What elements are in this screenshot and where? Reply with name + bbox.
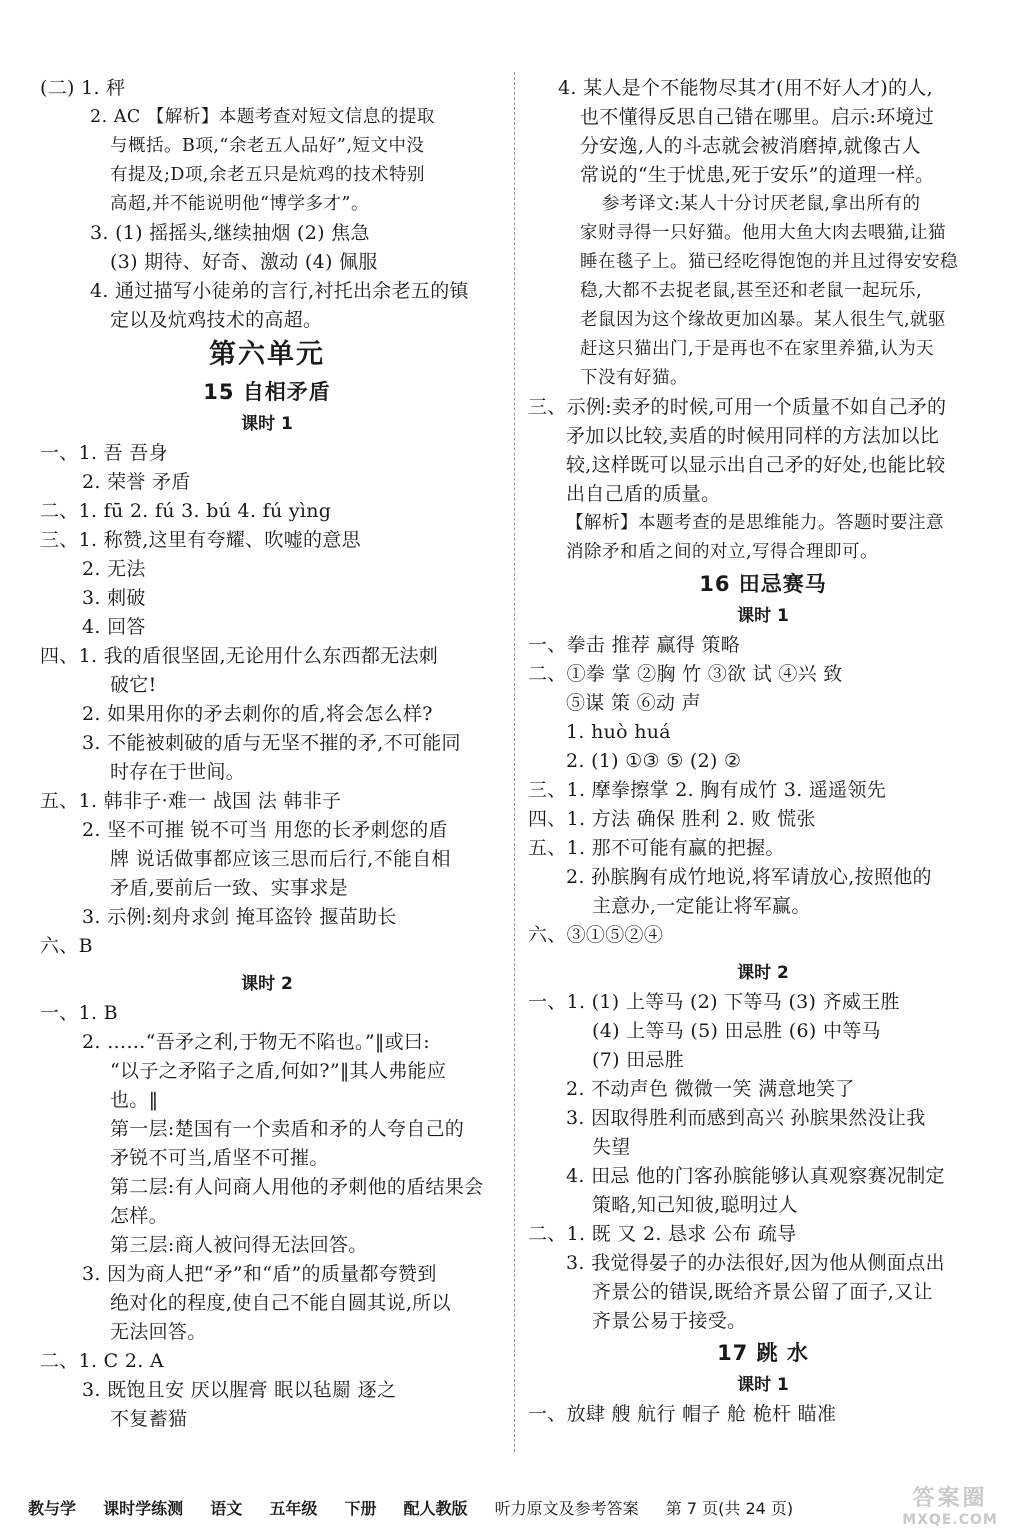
answer-line: 三、示例:卖矛的时候,可用一个质量不如自己矛的	[528, 396, 947, 418]
answer-line: 三、1. 摩拳擦掌 2. 胸有成竹 3. 遥遥领先	[528, 779, 887, 801]
answer-line: 消除矛和盾之间的对立,写得合理即可。	[566, 542, 879, 562]
answer-line: 第三层:商人被问得无法回答。	[110, 1234, 368, 1256]
answer-line: 3. 因取得胜利而感到高兴 孙膑果然没让我	[566, 1107, 926, 1129]
lesson-heading: 17 跳 水	[717, 1341, 809, 1365]
answer-line: 高超,并不能说明他“博学多才”。	[110, 194, 369, 214]
footer-page-number: 第 7 页(共 24 页)	[665, 1499, 794, 1518]
answer-line: 一、1. B	[40, 1002, 118, 1024]
answer-line: 3. (1) 摇摇头,继续抽烟 (2) 焦急	[90, 222, 370, 244]
period-heading: 课时 1	[737, 606, 789, 626]
answer-line: 4. 回答	[82, 616, 146, 638]
answer-line: 无法回答。	[110, 1321, 207, 1343]
answer-line: 矛锐不可当,盾坚不可摧。	[110, 1147, 329, 1169]
period-heading: 课时 2	[241, 974, 293, 994]
answer-line: 赶这只猫出门,于是再也不在家里养猫,认为天	[580, 339, 935, 359]
answer-line: 稳,大都不去捉老鼠,甚至还和老鼠一起玩乐,	[580, 281, 923, 301]
answer-line: 不复蓄猫	[110, 1408, 188, 1430]
answer-line: 3. 我觉得晏子的办法很好,因为他从侧面点出	[566, 1252, 945, 1274]
answer-line: (7) 田忌胜	[592, 1049, 685, 1071]
answer-line: 3. 因为商人把“矛”和“盾”的质量都夸赞到	[82, 1263, 437, 1285]
answer-line: 2. 荣誉 矛盾	[82, 471, 191, 493]
answer-line: 1. huò huá	[566, 721, 671, 743]
answer-line: 破它!	[110, 674, 157, 696]
answer-line: 失望	[592, 1136, 631, 1158]
answer-line: 2. 孙膑胸有成竹地说,将军请放心,按照他的	[566, 866, 932, 888]
answer-line: 主意办,一定能让将军赢。	[592, 895, 811, 917]
answer-line: 定以及炕鸡技术的高超。	[110, 309, 323, 331]
answer-line: 常说的“生于忧患,死于安乐”的道理一样。	[580, 164, 935, 186]
unit-heading: 第六单元	[209, 339, 325, 370]
footer-series: 课时学练测	[103, 1499, 184, 1518]
right-column	[528, 74, 998, 1429]
answer-line: 3. 刺破	[82, 587, 146, 609]
answer-line: 有提及;D项,余老五只是炕鸡的技术特别	[110, 165, 425, 185]
answer-line: 也。‖	[110, 1089, 159, 1111]
answer-line: 3. 示例:刻舟求剑 掩耳盗铃 揠苗助长	[82, 906, 397, 928]
answer-line: 【解析】本题考查的是思维能力。答题时要注意	[566, 513, 944, 533]
lesson-heading: 16 田忌赛马	[699, 572, 827, 596]
answer-line: 4. 通过描写小徒弟的言行,衬托出余老五的镇	[90, 280, 469, 302]
footer-section: 听力原文及参考答案	[494, 1499, 639, 1518]
period-heading: 课时 1	[241, 414, 293, 434]
answer-line: 2. ……“吾矛之利,于物无不陷也。”‖或曰:	[82, 1031, 430, 1053]
watermark-url: MXQE.COM	[902, 1512, 998, 1528]
footer-edition: 配人教版	[403, 1499, 468, 1518]
answer-line: 绝对化的程度,使自己不能自圆其说,所以	[110, 1292, 451, 1314]
footer-book: 教与学	[28, 1499, 77, 1518]
answer-line: 二、1. C 2. A	[40, 1350, 164, 1372]
answer-line: 2. 如果用你的矛去刺你的盾,将会怎么样?	[82, 703, 433, 725]
answer-line: 策略,知己知彼,聪明过人	[592, 1194, 798, 1216]
answer-line: 齐景公易于接受。	[592, 1310, 747, 1332]
answer-line: 齐景公的错误,既给齐景公留了面子,又让	[592, 1281, 933, 1303]
answer-line: 一、放肆 艘 航行 帽子 舱 桅杆 瞄准	[528, 1403, 837, 1425]
answer-line: 怎样。	[110, 1205, 168, 1227]
footer-subject: 语文	[210, 1499, 243, 1518]
answer-line: 三、1. 称赞,这里有夸耀、吹嘘的意思	[40, 529, 361, 551]
answer-line: 矛盾,要前后一致、实事求是	[110, 877, 348, 899]
answer-line: 一、拳击 推荐 赢得 策略	[528, 634, 741, 656]
watermark-logo	[880, 1486, 1020, 1532]
answer-line: 3. 既饱且安 厌以腥膏 眠以毡罽 逐之	[82, 1379, 397, 1401]
answer-line: 二、1. 既 又 2. 恳求 公布 疏导	[528, 1223, 797, 1245]
answer-line: 参考译文:某人十分讨厌老鼠,拿出所有的	[602, 194, 921, 214]
answer-line: 2. 不动声色 微微一笑 满意地笑了	[566, 1078, 855, 1100]
answer-line: 第二层:有人问商人用他的矛刺他的盾结果会	[110, 1176, 484, 1198]
answer-line: 较,这样既可以显示出自己矛的好处,也能比较	[566, 454, 946, 476]
answer-line: 分安逸,人的斗志就会被消磨掉,就像古人	[580, 135, 921, 157]
answer-line: 3. 不能被刺破的盾与无坚不摧的矛,不可能同	[82, 732, 461, 754]
answer-line: 二、1. fū 2. fú 3. bú 4. fú yìng	[40, 500, 332, 522]
answer-line: 时存在于世间。	[110, 761, 246, 783]
answer-line: 2. AC 【解析】本题考查对短文信息的提取	[90, 107, 435, 127]
answer-line: (4) 上等马 (5) 田忌胜 (6) 中等马	[592, 1020, 881, 1042]
answer-line: 第一层:楚国有一个卖盾和矛的人夸自己的	[110, 1118, 465, 1140]
answer-line: (二) 1. 秤	[40, 77, 126, 99]
answer-line: 四、1. 方法 确保 胜利 2. 败 慌张	[528, 808, 816, 830]
answer-line: 老鼠因为这个缘故更加凶暴。某人很生气,就驱	[580, 310, 947, 330]
answer-line: 也不懂得反思自己错在哪里。启示:环境过	[580, 106, 935, 128]
answer-line: 家财寻得一只好猫。他用大鱼大肉去喂猫,让猫	[580, 223, 947, 243]
answer-line: ⑤谋 策 ⑥动 声	[566, 692, 701, 714]
answer-line: 4. 田忌 他的门客孙膑能够认真观察赛况制定	[566, 1165, 945, 1187]
answer-line: 一、1. (1) 上等马 (2) 下等马 (3) 齐威王胜	[528, 991, 900, 1013]
left-column	[32, 74, 502, 1434]
answer-line: 牌 说话做事都应该三思而后行,不能自相	[110, 848, 451, 870]
answer-line: 出自己盾的质量。	[566, 483, 721, 505]
period-heading: 课时 2	[737, 963, 789, 983]
footer-volume: 下册	[344, 1499, 377, 1518]
answer-line: 2. 无法	[82, 558, 146, 580]
answer-line: 睡在毯子上。猫已经吃得饱饱的并且过得安安稳	[580, 252, 958, 272]
answer-line: 下没有好猫。	[580, 368, 688, 388]
answer-line: 一、1. 吾 吾身	[40, 442, 168, 464]
period-heading: 课时 1	[737, 1375, 789, 1395]
lesson-heading: 15 自相矛盾	[203, 380, 331, 404]
answer-line: 五、1. 那不可能有赢的把握。	[528, 837, 785, 859]
watermark-title: 答案圈	[912, 1486, 988, 1511]
answer-line: 二、①拳 掌 ②胸 竹 ③欲 试 ④兴 致	[528, 663, 843, 685]
spacer	[528, 950, 998, 958]
answer-line: 六、B	[40, 935, 93, 957]
answer-line: “以子之矛陷子之盾,何如?”‖其人弗能应	[110, 1060, 447, 1082]
answer-line: 矛加以比较,卖盾的时候用同样的方法加以比	[566, 425, 940, 447]
page-footer	[28, 1492, 1008, 1526]
answer-line: (3) 期待、好奇、激动 (4) 佩服	[110, 251, 378, 273]
answer-line: 与概括。B项,“余老五人品好”,短文中没	[110, 136, 425, 156]
spacer	[32, 961, 502, 969]
answer-line: 五、1. 韩非子·难一 战国 法 韩非子	[40, 790, 342, 812]
answer-line: 2. 坚不可摧 锐不可当 用您的长矛刺您的盾	[82, 819, 448, 841]
answer-line: 4. 某人是个不能物尽其才(用不好人才)的人,	[558, 77, 933, 99]
column-divider	[514, 72, 515, 1452]
answer-line: 四、1. 我的盾很坚固,无论用什么东西都无法刺	[40, 645, 439, 667]
answer-line: 六、③①⑤②④	[528, 924, 664, 946]
answer-line: 2. (1) ①③ ⑤ (2) ②	[566, 750, 742, 772]
footer-grade: 五年级	[269, 1499, 318, 1518]
